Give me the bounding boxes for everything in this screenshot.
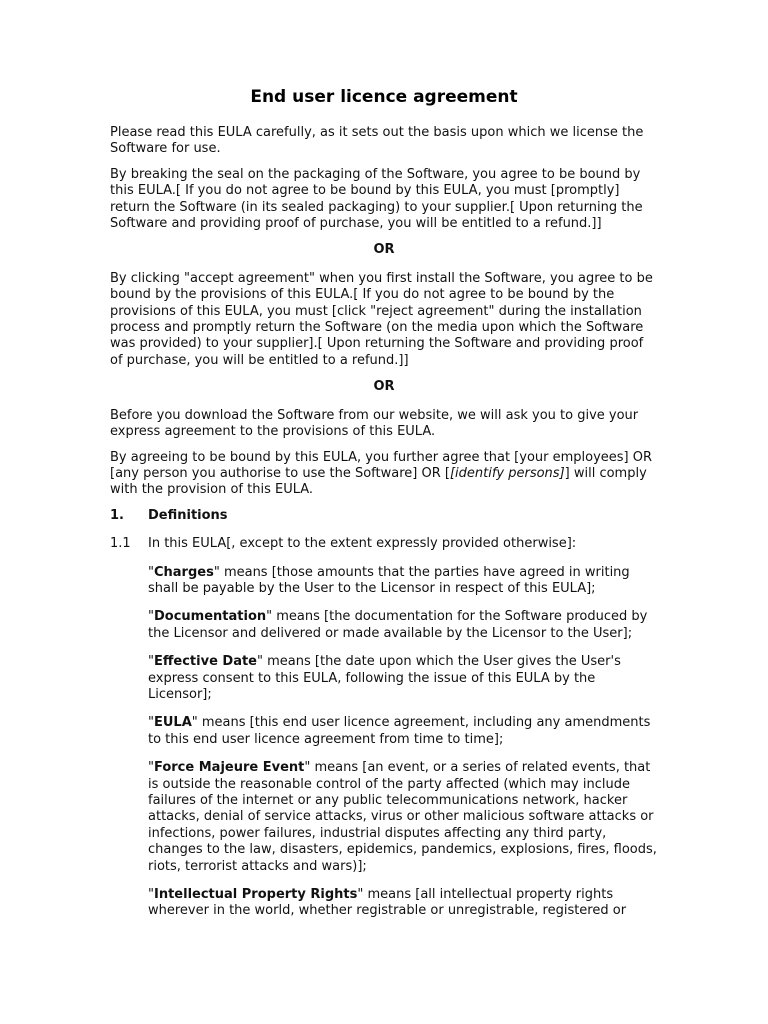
agree-text-after: ] will comply with the provision of this EULA. — [110, 465, 647, 498]
definition-term: Documentation — [153, 609, 267, 625]
definition-item: "Intellectual Property Rights" means [all intellectual property rights wherever in the world, whether registrable or unregistrable, registered or — [148, 887, 627, 919]
definition-text: " means [an event, or a series of related events, that is outside the reasonable control of the party affected (which may include failures of the internet or any public telecommunications network, hacker attacks, denial of service attacks, virus or other malicious software attacks or infections, power failures, industrial disputes affecting any third party, changes to the law, disasters, epidemics, pandemics, explosions, fires, floods, riots, terrorist attacks and wars)]; — [148, 760, 657, 874]
intro-paragraph-1: Please read this EULA carefully, as it sets out the basis upon which we license the Software for use. — [110, 125, 644, 157]
definition-text: " means [all intellectual property rights wherever in the world, whether registrable or unregistrable, registered or — [148, 887, 627, 919]
definition-item: "Documentation" means [the documentation for the Software produced by the Licensor and delivered or made available by the Licensor to the User]; — [148, 609, 648, 641]
definition-term: Charges — [153, 564, 214, 580]
or-separator-2: OR — [373, 379, 395, 395]
section-number: 1. — [110, 507, 124, 523]
section-title: Definitions — [148, 507, 228, 523]
intro-paragraph-2: By breaking the seal on the packaging of the Software, you agree to be bound by this EULA.[ If you do not agree to be bound by this EULA, you must [promptly] return the Software (in its sealed packaging) to your supplier.[ Upon returning the Software and providing proof of purchase, you will be entitled to a refund.]] — [110, 166, 643, 232]
definition-text: " means [those amounts that the parties have agreed in writing shall be payable by the User to the Licensor in respect of this EULA]; — [148, 564, 630, 596]
agree-text-italic: [identify persons] — [449, 465, 565, 481]
definition-item: "Force Majeure Event" means [an event, or a series of related events, that is outside the reasonable control of the party affected (which may include failures of the internet or any public telecommunications network, hacker attacks, denial of service attacks, virus or other malicious software attacks or infections, power failures, industrial disputes affecting any third party, changes to the law, disasters, epidemics, pandemics, explosions, fires, floods, riots, terrorist attacks and wars)]; — [148, 760, 657, 874]
click-accept-paragraph: By clicking "accept agreement" when you first install the Software, you agree to be bound by the provisions of this EULA.[ If you do not agree to be bound by the provisions of this EULA, you must [click "reject agreement" during the installation process and promptly return the Software (on the media upon which the Software was provided) to your supplier].[ Upon returning the Software and providing proof of purchase, you will be entitled to a refund.]] — [110, 270, 653, 368]
clause-number: 1.1 — [110, 536, 131, 552]
agree-paragraph — [110, 450, 658, 499]
definition-term: Intellectual Property Rights — [153, 887, 358, 903]
definition-text: " means [the date upon which the User gives the User's express consent to this EULA, following the issue of this EULA by the Licensor]; — [148, 654, 621, 702]
definition-term: Effective Date — [153, 654, 258, 670]
definition-item: "Effective Date" means [the date upon which the User gives the User's express consent to this EULA, following the issue of this EULA by the Licensor]; — [148, 654, 621, 702]
section-heading — [110, 508, 658, 524]
download-paragraph: Before you download the Software from our website, we will ask you to give your express agreement to the provisions of this EULA. — [110, 407, 639, 440]
definition-term: EULA — [153, 715, 192, 731]
definition-text: " means [the documentation for the Software produced by the Licensor and delivered or made available by the Licensor to the User]; — [148, 609, 648, 641]
definition-item: "EULA" means [this end user licence agreement, including any amendments to this end user licence agreement from time to time]; — [148, 715, 651, 747]
document-title: End user licence agreement — [250, 87, 518, 107]
agree-text-before: By agreeing to be bound by this EULA, you further agree that [your employees] OR [any person you authorise to use the Software] OR [ — [110, 449, 653, 481]
definition-item: "Charges" means [those amounts that the parties have agreed in writing shall be payable by the User to the Licensor in respect of this EULA]; — [148, 564, 630, 596]
or-separator-1: OR — [373, 242, 395, 258]
definition-term: Force Majeure Event — [153, 760, 305, 776]
clause-row — [110, 536, 658, 552]
definition-text: " means [this end user licence agreement, including any amendments to this end user licence agreement from time to time]; — [148, 715, 651, 747]
clause-text: In this EULA[, except to the extent expressly provided otherwise]: — [148, 536, 577, 552]
